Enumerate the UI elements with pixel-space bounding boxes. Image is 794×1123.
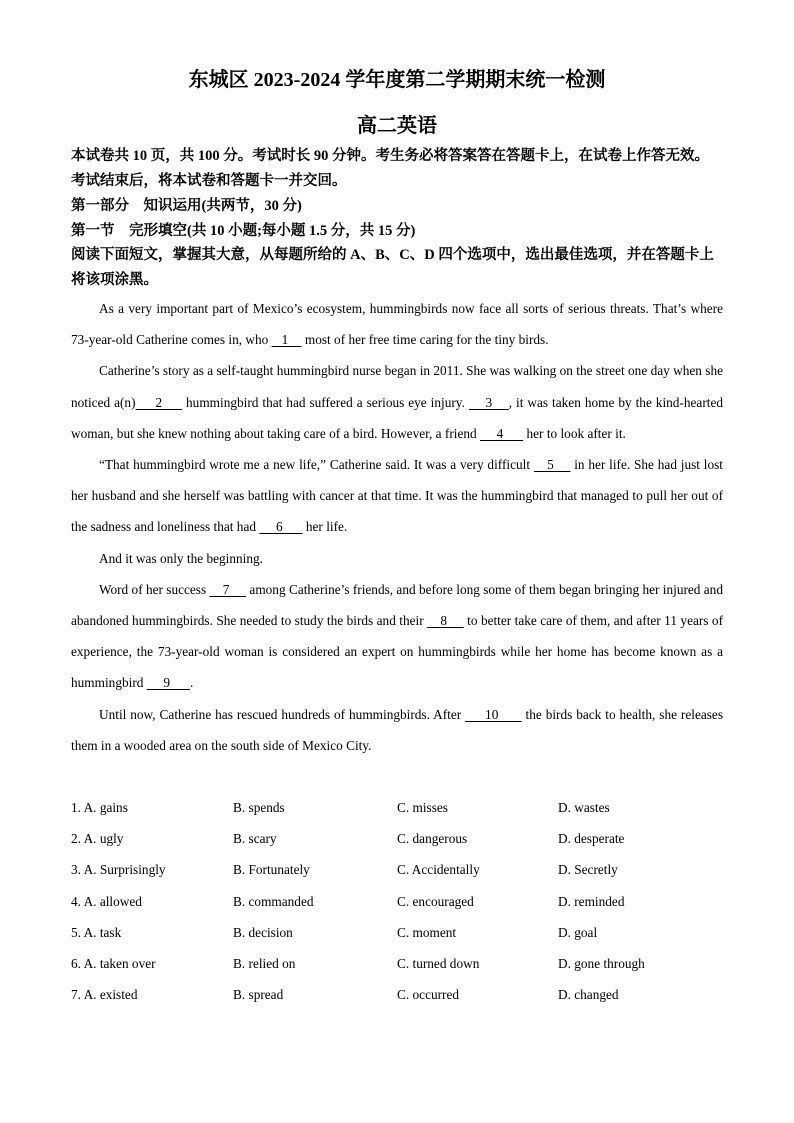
text: Until now, Catherine has rescued hundreds of hummingbirds. After: [99, 706, 466, 722]
paragraph-6: [71, 699, 723, 761]
text: in her life. She had just lost her husband and she herself was battling with cancer at that time. It was the hummingbird that managed to pull her out of the sadness and loneliness that had: [71, 457, 724, 535]
paragraph-5: [71, 574, 723, 699]
text: most of her free time caring for the tiny birds.: [301, 332, 549, 348]
text: among Catherine’s friends, and before long some of them began bringing her injured and abandoned hummingbirds. She needed to study the birds and their: [71, 581, 723, 629]
option-c: C. misses: [397, 800, 448, 815]
option-b: B. spends: [233, 800, 285, 815]
text: “That hummingbird wrote me a new life,” Catherine said. It was a very difficult: [99, 457, 534, 473]
option-b: B. decision: [233, 924, 293, 940]
blank-10: 10: [465, 706, 522, 722]
option-d: D. desperate: [558, 831, 625, 847]
option-b: B. commanded: [233, 893, 314, 909]
paragraph-3: [71, 449, 723, 543]
option-d: D. Secretly: [558, 862, 618, 878]
option-b: B. scary: [233, 831, 277, 847]
option-d: D. changed: [558, 987, 619, 1003]
option-a: 4. A. allowed: [71, 893, 142, 909]
option-row-6: [71, 948, 723, 979]
option-b: B. relied on: [233, 955, 296, 971]
cloze-directions: 阅读下面短文，掌握其大意，从每题所给的 A、B、C、D 四个选项中，选出最佳选项，并在答题卡上将该项涂黑。: [71, 247, 714, 288]
option-a: 7. A. existed: [71, 987, 138, 1003]
blank-8: 8: [427, 613, 464, 629]
option-row-3: [71, 854, 723, 885]
option-b: B. Fortunately: [233, 862, 310, 878]
text: .: [189, 675, 194, 691]
blank-6: 6: [259, 519, 303, 535]
blank-5: 5: [533, 457, 571, 473]
exam-title: 东城区 2023-2024 学年度第二学期期末统一检测: [188, 69, 606, 91]
option-row-5: [71, 917, 723, 948]
option-a: 1. A. gains: [71, 800, 128, 815]
option-a: 5. A. task: [71, 924, 122, 940]
option-c: C. dangerous: [397, 831, 468, 847]
option-c: C. Accidentally: [397, 862, 480, 878]
option-c: C. turned down: [397, 955, 480, 971]
exam-subject: 高二英语: [357, 115, 437, 137]
option-c: C. moment: [397, 924, 457, 940]
option-a: 6. A. taken over: [71, 955, 156, 971]
option-d: D. reminded: [558, 893, 625, 909]
option-d: D. gone through: [558, 955, 645, 971]
part-heading: 第一部分 知识运用(共两节，30 分): [71, 198, 302, 214]
text: Word of her success: [99, 581, 210, 597]
paragraph-1: [71, 293, 723, 355]
option-c: C. occurred: [397, 987, 460, 1003]
blank-2: 2: [135, 394, 183, 410]
text: the birds back to health, she releases them in a wooded area on the south side of Mexico City.: [71, 706, 723, 753]
paragraph-4: And it was only the beginning.: [99, 550, 263, 566]
option-a: 3. A. Surprisingly: [71, 862, 166, 878]
answer-options: [71, 792, 723, 1010]
blank-3: 3: [468, 394, 509, 410]
blank-4: 4: [479, 425, 524, 441]
blank-7: 7: [209, 581, 247, 597]
exam-instructions: 本试卷共 10 页，共 100 分。考试时长 90 分钟。考生务必将答案答在答题卡上，在试卷上作答无效。考试结束后，将本试卷和答题卡一并交回。: [71, 148, 709, 189]
option-d: D. wastes: [558, 800, 610, 815]
text: , it was taken home by the kind-hearted woman, but she knew nothing about taking care of a bird. However, a friend: [71, 394, 724, 441]
text: to better take care of them, and after 11 years of experience, the 73-year-old woman is considered an expert on hummingbirds while her home has become known as a hummingbird: [71, 613, 723, 691]
text: Catherine’s story as a self-taught hummingbird nurse began in 2011. She was walking on the street one day when she noticed a(n): [71, 363, 723, 410]
text: As a very important part of Mexico’s ecosystem, hummingbirds now face all sorts of serious threats. That’s where 73-year-old Catherine comes in, who: [71, 301, 723, 348]
option-row-1: [71, 792, 723, 823]
cloze-passage: [71, 293, 723, 761]
text: her life.: [302, 519, 348, 535]
option-c: C. encouraged: [397, 893, 474, 909]
text: hummingbird that had suffered a serious eye injury.: [182, 394, 469, 410]
option-d: D. goal: [558, 924, 598, 940]
option-row-4: [71, 886, 723, 917]
blank-9: 9: [146, 675, 190, 691]
blank-1: 1: [271, 332, 302, 348]
section-heading: 第一节 完形填空(共 10 小题;每小题 1.5 分，共 15 分): [71, 223, 416, 239]
option-row-2: [71, 823, 723, 854]
option-row-7: [71, 979, 723, 1010]
option-a: 2. A. ugly: [71, 831, 124, 847]
text: her to look after it.: [523, 425, 626, 441]
option-b: B. spread: [233, 987, 284, 1003]
paragraph-2: [71, 355, 723, 449]
